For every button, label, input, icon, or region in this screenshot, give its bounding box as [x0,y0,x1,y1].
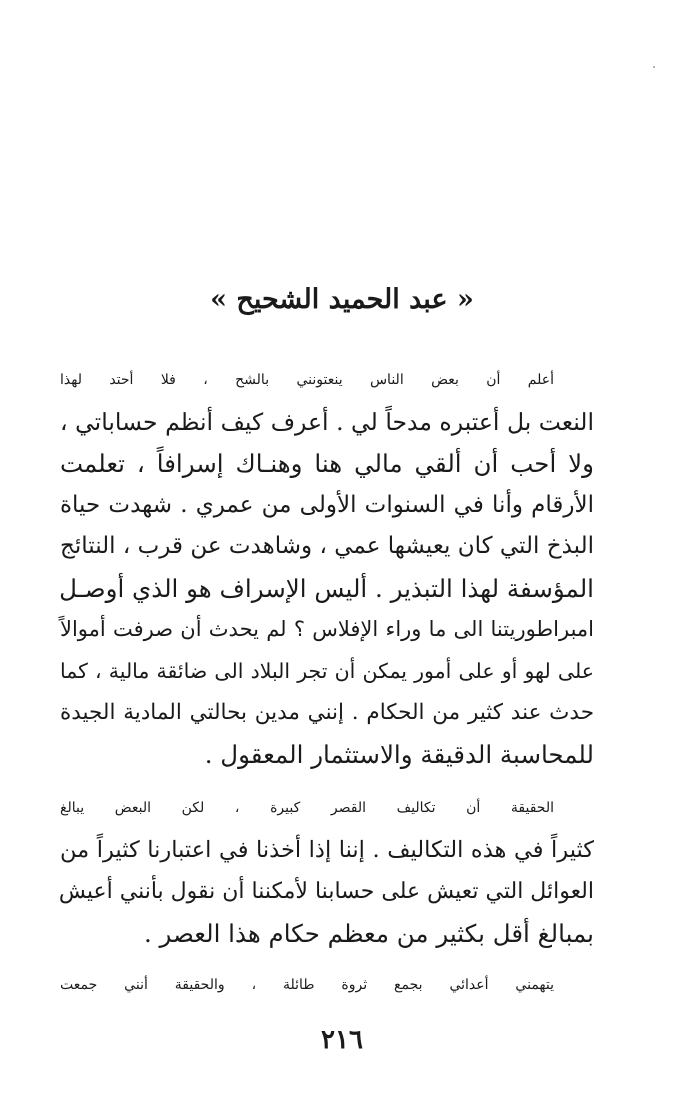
scan-speck [653,66,655,68]
text-line: المؤسفة لهذا التبذير . أليس الإسراف هو الذي أوصـل [59,573,594,603]
text-line: كثيراً في هذه التكاليف . إننا إذا أخذنا في اعتبارنا كثيراً من [60,836,594,863]
paragraph-2 [60,788,594,954]
paragraph-1 [60,360,594,775]
text-line: الحقيقة أن تكاليف القصر كبيرة ، لكن البعض يبالغ [60,800,554,816]
page-number: ٢١٦ [321,1025,363,1055]
text-line: على لهو أو على أمور يمكن أن تجر البلاد الى ضائقة مالية ، كما [60,658,594,683]
text-line: ولا أحب أن ألقي مالي هنا وهنـاك إسرافاً ، تعلمت [60,449,594,478]
text-line: النعت بل أعتبره مدحاً لي . أعرف كيف أنظم حساباتي ، [60,407,594,436]
text-line: للمحاسبة الدقيقة والاستثمار المعقول . [204,739,594,769]
text-line: العوائل التي تعيش على حسابنا لأمكننا أن نقول بأنني أعيش [58,879,594,904]
text-line: أعلم أن بعض الناس ينعتونني بالشح ، فلا أحتد لهذا [60,372,554,388]
chapter-title: « عبد الحميد الشحيح » [210,284,474,315]
paragraph-3 [60,965,594,1007]
text-line: البذخ التي كان يعيشها عمي ، وشاهدت عن قرب ، النتائج [60,533,594,559]
text-line: حدث عند كثير من الحكام . إنني مدين بحالتي المادية الجيدة [60,700,594,725]
text-line: يتهمني أعدائي بجمع ثروة طائلة ، والحقيقة أنني جمعت [60,977,554,993]
text-line: امبراطوريتنا الى ما وراء الإفلاس ؟ لم يحدث أن صرفت أموالاً [60,617,594,641]
text-line: بمبالغ أقل بكثير من معظم حكام هذا العصر . [143,918,594,948]
text-line: الأرقام وأنا في السنوات الأولى من عمري . شهدت حياة [60,491,594,518]
